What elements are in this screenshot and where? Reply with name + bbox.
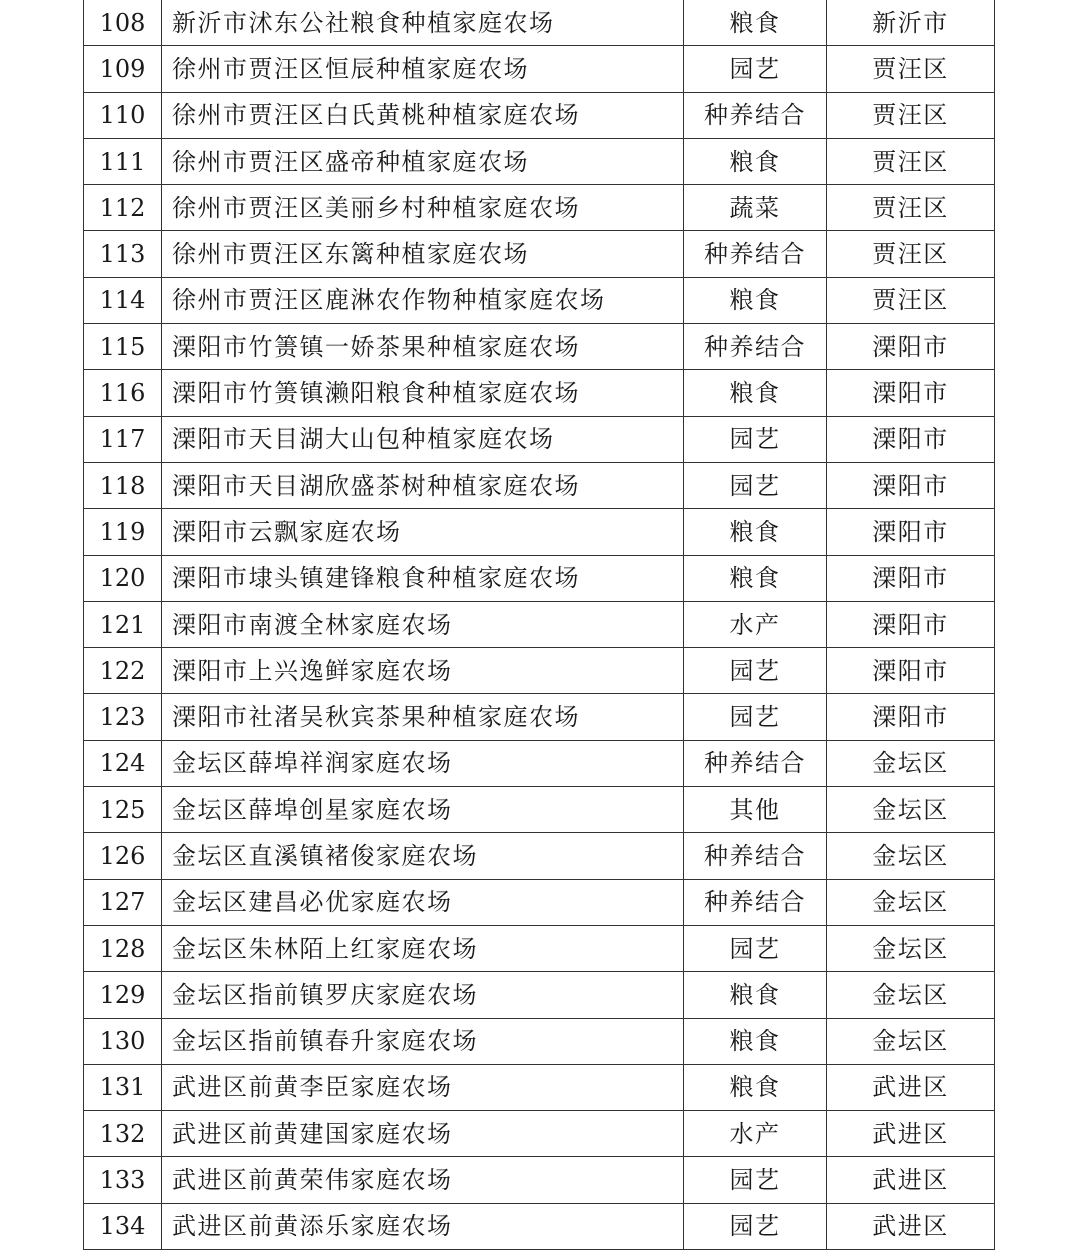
farm-area: 溧阳市: [827, 462, 995, 508]
farm-name: 徐州市贾汪区美丽乡村种植家庭农场: [162, 185, 684, 231]
farm-name: 徐州市贾汪区盛帝种植家庭农场: [162, 138, 684, 184]
farm-area: 金坛区: [827, 740, 995, 786]
farm-name: 溧阳市天目湖大山包种植家庭农场: [162, 416, 684, 462]
farm-type: 粮食: [684, 277, 827, 323]
farm-area: 溧阳市: [827, 509, 995, 555]
row-number: 131: [84, 1064, 162, 1110]
farm-type: 园艺: [684, 694, 827, 740]
farm-type: 粮食: [684, 509, 827, 555]
table-row: [84, 138, 995, 184]
farm-name: 溧阳市社渚吴秋宾茶果种植家庭农场: [162, 694, 684, 740]
farm-name: 徐州市贾汪区鹿淋农作物种植家庭农场: [162, 277, 684, 323]
farm-name: 溧阳市南渡全林家庭农场: [162, 601, 684, 647]
table-row: [84, 1111, 995, 1157]
row-number: 132: [84, 1111, 162, 1157]
farm-type: 种养结合: [684, 833, 827, 879]
row-number: 114: [84, 277, 162, 323]
farm-name: 金坛区朱林陌上红家庭农场: [162, 925, 684, 971]
farm-area: 溧阳市: [827, 601, 995, 647]
farm-name: 金坛区建昌必优家庭农场: [162, 879, 684, 925]
table-row: [84, 92, 995, 138]
row-number: 120: [84, 555, 162, 601]
farm-type: 种养结合: [684, 231, 827, 277]
table-row: [84, 277, 995, 323]
row-number: 119: [84, 509, 162, 555]
row-number: 113: [84, 231, 162, 277]
farm-type: 粮食: [684, 555, 827, 601]
farm-area: 溧阳市: [827, 416, 995, 462]
farm-type: 园艺: [684, 46, 827, 92]
farm-name: 金坛区直溪镇褚俊家庭农场: [162, 833, 684, 879]
farm-name: 金坛区薛埠创星家庭农场: [162, 787, 684, 833]
farm-name: 金坛区指前镇春升家庭农场: [162, 1018, 684, 1064]
farm-area: 贾汪区: [827, 185, 995, 231]
table-row: [84, 46, 995, 92]
farm-area: 金坛区: [827, 879, 995, 925]
farm-type: 园艺: [684, 648, 827, 694]
row-number: 134: [84, 1203, 162, 1249]
farm-area: 金坛区: [827, 972, 995, 1018]
farm-area: 金坛区: [827, 925, 995, 971]
farm-name: 新沂市沭东公社粮食种植家庭农场: [162, 0, 684, 46]
table-row: [84, 462, 995, 508]
farm-name: 溧阳市云飘家庭农场: [162, 509, 684, 555]
table-row: [84, 370, 995, 416]
farm-type: 粮食: [684, 1064, 827, 1110]
farm-area: 溧阳市: [827, 694, 995, 740]
farm-name: 武进区前黄李臣家庭农场: [162, 1064, 684, 1110]
farm-type: 种养结合: [684, 879, 827, 925]
table-row: [84, 1018, 995, 1064]
farm-type: 蔬菜: [684, 185, 827, 231]
row-number: 108: [84, 0, 162, 46]
farm-type: 粮食: [684, 1018, 827, 1064]
table-row: [84, 740, 995, 786]
farm-area: 贾汪区: [827, 138, 995, 184]
farm-name: 溧阳市竹箦镇一娇茶果种植家庭农场: [162, 324, 684, 370]
table-row: [84, 694, 995, 740]
row-number: 123: [84, 694, 162, 740]
table-row: [84, 555, 995, 601]
farm-area: 溧阳市: [827, 324, 995, 370]
row-number: 112: [84, 185, 162, 231]
farm-area: 武进区: [827, 1111, 995, 1157]
farm-type: 园艺: [684, 1203, 827, 1249]
farm-area: 武进区: [827, 1064, 995, 1110]
farm-name: 溧阳市上兴逸鲜家庭农场: [162, 648, 684, 694]
farm-area: 溧阳市: [827, 555, 995, 601]
row-number: 109: [84, 46, 162, 92]
farm-type: 粮食: [684, 972, 827, 1018]
farm-type: 水产: [684, 601, 827, 647]
farm-area: 贾汪区: [827, 92, 995, 138]
farm-area: 金坛区: [827, 787, 995, 833]
farm-name: 金坛区薛埠祥润家庭农场: [162, 740, 684, 786]
table-row: [84, 787, 995, 833]
table-row: [84, 879, 995, 925]
farm-name: 徐州市贾汪区白氏黄桃种植家庭农场: [162, 92, 684, 138]
farm-type: 粮食: [684, 370, 827, 416]
table-row: [84, 833, 995, 879]
row-number: 126: [84, 833, 162, 879]
table-row: [84, 185, 995, 231]
row-number: 110: [84, 92, 162, 138]
farm-name: 溧阳市天目湖欣盛茶树种植家庭农场: [162, 462, 684, 508]
row-number: 111: [84, 138, 162, 184]
farm-area: 溧阳市: [827, 370, 995, 416]
farm-name: 武进区前黄添乐家庭农场: [162, 1203, 684, 1249]
row-number: 127: [84, 879, 162, 925]
table-row: [84, 1064, 995, 1110]
table-row: [84, 0, 995, 46]
farm-list-body: [84, 0, 995, 1250]
table-row: [84, 601, 995, 647]
farm-area: 贾汪区: [827, 46, 995, 92]
farm-area: 武进区: [827, 1203, 995, 1249]
farm-area: 贾汪区: [827, 231, 995, 277]
table-row: [84, 1203, 995, 1249]
farm-area: 贾汪区: [827, 277, 995, 323]
table-row: [84, 648, 995, 694]
row-number: 118: [84, 462, 162, 508]
row-number: 115: [84, 324, 162, 370]
farm-type: 种养结合: [684, 92, 827, 138]
table-row: [84, 324, 995, 370]
farm-type: 其他: [684, 787, 827, 833]
farm-name: 武进区前黄建国家庭农场: [162, 1111, 684, 1157]
farm-area: 金坛区: [827, 1018, 995, 1064]
farm-area: 溧阳市: [827, 648, 995, 694]
row-number: 130: [84, 1018, 162, 1064]
row-number: 121: [84, 601, 162, 647]
farm-type: 水产: [684, 1111, 827, 1157]
row-number: 125: [84, 787, 162, 833]
row-number: 122: [84, 648, 162, 694]
farm-type: 园艺: [684, 925, 827, 971]
row-number: 129: [84, 972, 162, 1018]
farm-type: 园艺: [684, 462, 827, 508]
farm-type: 种养结合: [684, 740, 827, 786]
row-number: 128: [84, 925, 162, 971]
farm-type: 粮食: [684, 138, 827, 184]
farm-name: 武进区前黄荣伟家庭农场: [162, 1157, 684, 1203]
farm-name: 徐州市贾汪区恒辰种植家庭农场: [162, 46, 684, 92]
farm-area: 新沂市: [827, 0, 995, 46]
farm-area: 武进区: [827, 1157, 995, 1203]
farm-type: 粮食: [684, 0, 827, 46]
row-number: 124: [84, 740, 162, 786]
farm-type: 园艺: [684, 1157, 827, 1203]
table-row: [84, 972, 995, 1018]
farm-list-table: [83, 0, 995, 1250]
farm-type: 种养结合: [684, 324, 827, 370]
farm-name: 溧阳市竹箦镇濑阳粮食种植家庭农场: [162, 370, 684, 416]
farm-name: 金坛区指前镇罗庆家庭农场: [162, 972, 684, 1018]
table-row: [84, 1157, 995, 1203]
table-row: [84, 925, 995, 971]
row-number: 133: [84, 1157, 162, 1203]
table-row: [84, 416, 995, 462]
farm-name: 徐州市贾汪区东篱种植家庭农场: [162, 231, 684, 277]
table-row: [84, 509, 995, 555]
farm-type: 园艺: [684, 416, 827, 462]
row-number: 117: [84, 416, 162, 462]
farm-area: 金坛区: [827, 833, 995, 879]
table-row: [84, 231, 995, 277]
row-number: 116: [84, 370, 162, 416]
farm-list-document: [83, 0, 994, 1250]
farm-name: 溧阳市埭头镇建锋粮食种植家庭农场: [162, 555, 684, 601]
